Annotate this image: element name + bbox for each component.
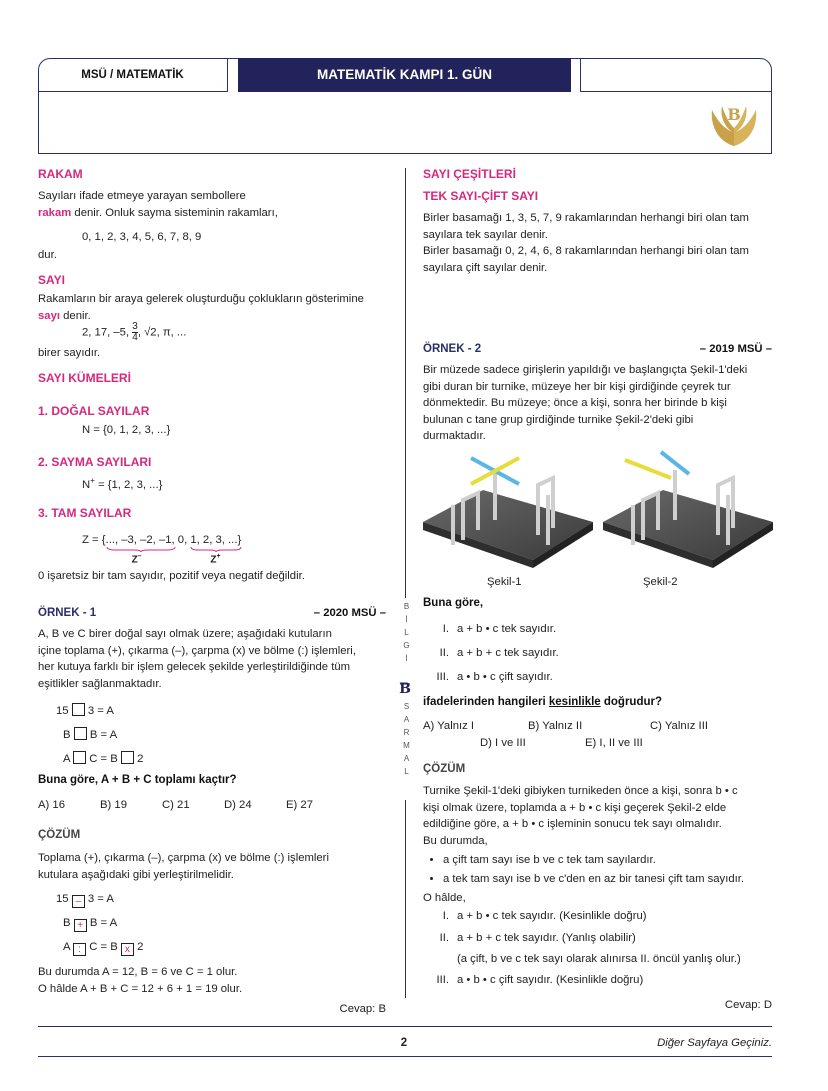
sayma-sayilari-heading: 2. SAYMA SAYILARI [38, 455, 152, 469]
ornek-2-option-c: C) Yalnız III [650, 720, 708, 732]
turnstile-figure-2 [603, 452, 773, 568]
ornek-2-statement-2: II. a + b + c tek sayıdır. [439, 647, 559, 659]
cozum-1-heading: ÇÖZÜM [38, 829, 81, 841]
column-divider-bottom [405, 800, 406, 998]
multiply-box: x [121, 943, 134, 956]
sayi-heading: SAYI [38, 273, 65, 287]
cozum-1-text: Toplama (+), çıkarma (–), çarpma (x) ve bölme (:) işlemleri kutulara aşağıdaki gibi yerleştirilmelidir. [38, 852, 329, 881]
ornek-2-buna-gore: Buna göre, [423, 597, 484, 609]
empty-box [121, 751, 134, 764]
cozum-2-result-2: II. a + b + c tek sayıdır. (Yanlış olabilir) [439, 932, 636, 944]
tam-sayilar-set: Z = {..., –3, –2, –1 Z– , 0, 1, 2, 3, ... Z+ } [82, 532, 241, 549]
empty-box [73, 751, 86, 764]
cozum-1-result: Bu durumda A = 12, B = 6 ve C = 1 olur. O hâlde A + B + C = 12 + 6 + 1 = 19 olur. [38, 966, 243, 995]
ornek-2-source: – 2019 MSÜ – [699, 343, 772, 355]
ornek-2-label: ÖRNEK - 2 [423, 343, 482, 355]
cozum-1-equation-2: B + B = A [63, 917, 118, 931]
list-item: • a tek tam sayı ise b ve c'den en az bir tanesi çift tam sayıdır. [443, 871, 778, 888]
header-right-box [580, 58, 772, 92]
ornek-2-option-e: E) I, II ve III [585, 737, 643, 749]
divide-box: : [73, 943, 86, 956]
cozum-2-text: Turnike Şekil-1'deki gibiyken turnikeden önce a kişi, sonra b • c kişi olmak üzere, toplamda a + b • c kişi geçerek Şekil-2 elde edildiğine göre, a + b • c işleminin sonucu tek sayı olmalıdır. Bu durumda, [423, 785, 738, 847]
ornek-1-option-e: E) 27 [286, 799, 314, 811]
ornek-2-text: Bir müzede sadece girişlerin yapıldığı ve başlangıçta Şekil-1'deki gibi duran bir turnike, müzeye her bir kişi girdiğinde çeyrek tur dönmektedir. Bu müzeye; önce a kişi, sonra her birinde b kişi bulunan c tane grup girdiğinde turnike Şekil-2'deki gibi durmaktadır. [423, 364, 748, 442]
ornek-1-label: ÖRNEK - 1 [38, 607, 97, 619]
turnstile-figures [423, 450, 775, 575]
divider-brand-top: BİLGİ [402, 602, 411, 667]
ornek-2-question: ifadelerinden hangileri kesinlikle doğrudur? [423, 696, 663, 708]
z-negative-label: Z– [131, 553, 142, 566]
ornek-1-option-c: C) 21 [162, 799, 190, 811]
cozum-2-heading: ÇÖZÜM [423, 763, 466, 775]
list-item: • a çift tam sayı ise b ve c tek tam sayılardır. [443, 852, 778, 869]
cozum-2-answer: Cevap: D [724, 999, 772, 1011]
tek-sayi-definition: Birler basamağı 1, 3, 5, 7, 9 rakamlarından herhangi biri olan tam sayılara tek sayılar denir. [423, 212, 749, 241]
cozum-2-result-3: III. a • b • c çift sayıdır. (Kesinlikle doğru) [436, 974, 644, 986]
page-number: 2 [400, 1037, 408, 1049]
cozum-1-equation-3: A : C = B x 2 [63, 941, 144, 955]
sayi-definition: Rakamların bir araya gelerek oluşturduğu çoklukların gösterimine sayı denir. [38, 293, 364, 322]
tek-cift-heading: TEK SAYI-ÇİFT SAYI [423, 189, 539, 203]
cozum-2-result-1: I. a + b • c tek sayıdır. (Kesinlikle doğru) [442, 910, 647, 922]
turnstile-figure-1 [423, 458, 593, 568]
ornek-1-equation-2: B B = A [63, 729, 118, 741]
ornek-1-question: Buna göre, A + B + C toplamı kaçtır? [38, 774, 237, 786]
cift-sayi-definition: Birler basamağı 0, 2, 4, 6, 8 rakamlarından herhangi biri olan tam sayılara çift sayılar denir. [423, 245, 749, 274]
sayi-end: birer sayıdır. [38, 347, 101, 359]
ornek-1-option-d: D) 24 [224, 799, 252, 811]
ornek-2-option-d: D) I ve III [480, 737, 526, 749]
minus-box: – [72, 895, 85, 908]
cozum-2-ohalde: O hâlde, [423, 892, 466, 904]
rakam-heading: RAKAM [38, 167, 83, 181]
svg-text:B: B [727, 105, 741, 124]
ornek-1-text: A, B ve C birer doğal sayı olmak üzere; aşağıdaki kutuların içine toplama (+), çıkarma (–), çarpma (x) ve bölme (:) işlemleri, her kutuya farklı bir işlem gelecek şekilde yerleştirildiğinde tüm eşitlikler sağlanmaktadır. [38, 628, 356, 690]
header-subject: MSÜ / MATEMATİK [38, 58, 228, 92]
ornek-2-statement-3: III. a • b • c çift sayıdır. [436, 671, 553, 683]
ornek-1-equation-1: 15 3 = A [56, 705, 114, 717]
cozum-2-result-2-note: (a çift, b ve c tek sayı olarak alınırsa II. öncül yanlış olur.) [457, 953, 741, 965]
z-positive-label: Z+ [210, 553, 221, 566]
ornek-1-option-a: A) 16 [38, 799, 66, 811]
tam-sayilar-heading: 3. TAM SAYILAR [38, 506, 132, 520]
sayi-cesitleri-heading: SAYI ÇEŞİTLERİ [423, 167, 516, 181]
divider-brand-bottom: SARMAL [402, 702, 411, 780]
footer-rule-top [38, 1026, 772, 1027]
empty-box [72, 703, 85, 716]
cozum-2-bullets [423, 852, 778, 887]
rakam-definition: Sayıları ifade etmeye yarayan sembollere rakam denir. Onluk sayma sisteminin rakamları, [38, 190, 278, 219]
header-title: MATEMATİK KAMPI 1. GÜN [238, 58, 571, 92]
figure-1-caption: Şekil-1 [487, 576, 522, 588]
empty-box [74, 727, 87, 740]
svg-text:B: B [399, 681, 411, 697]
tam-sayilar-note: 0 işaretsiz bir tam sayıdır, pozitif veya negatif değildir. [38, 570, 305, 582]
cozum-1-answer: Cevap: B [339, 1003, 386, 1015]
publisher-logo-icon [706, 98, 762, 150]
ornek-1-option-b: B) 19 [100, 799, 128, 811]
sayma-sayilari-set: N+ = {1, 2, 3, ...} [82, 476, 163, 491]
ornek-2-option-a: A) Yalnız I [423, 720, 475, 732]
ornek-1-equation-3: A C = B 2 [63, 753, 144, 765]
ornek-1-source: – 2020 MSÜ – [313, 607, 386, 619]
figure-2-caption: Şekil-2 [643, 576, 678, 588]
sayi-examples: 2, 17, –5, $\frac{3}{4}$ , √2, π, ... [82, 321, 187, 343]
cozum-1-equation-1: 15 – 3 = A [56, 893, 114, 907]
next-page-note: Diğer Sayfaya Geçiniz. [657, 1037, 772, 1049]
divider-logo-icon [397, 679, 413, 697]
sayi-kumeleri-heading: SAYI KÜMELERİ [38, 371, 131, 385]
plus-box: + [74, 919, 87, 932]
rakam-digits: 0, 1, 2, 3, 4, 5, 6, 7, 8, 9 [82, 231, 202, 243]
ornek-2-option-b: B) Yalnız II [528, 720, 583, 732]
footer-rule-bottom [38, 1056, 772, 1057]
column-divider-top [405, 168, 406, 598]
dogal-sayilar-heading: 1. DOĞAL SAYILAR [38, 404, 150, 418]
ornek-2-statement-1: I. a + b • c tek sayıdır. [442, 623, 557, 635]
dogal-sayilar-set: N = {0, 1, 2, 3, ...} [82, 424, 171, 436]
rakam-end: dur. [38, 249, 57, 261]
